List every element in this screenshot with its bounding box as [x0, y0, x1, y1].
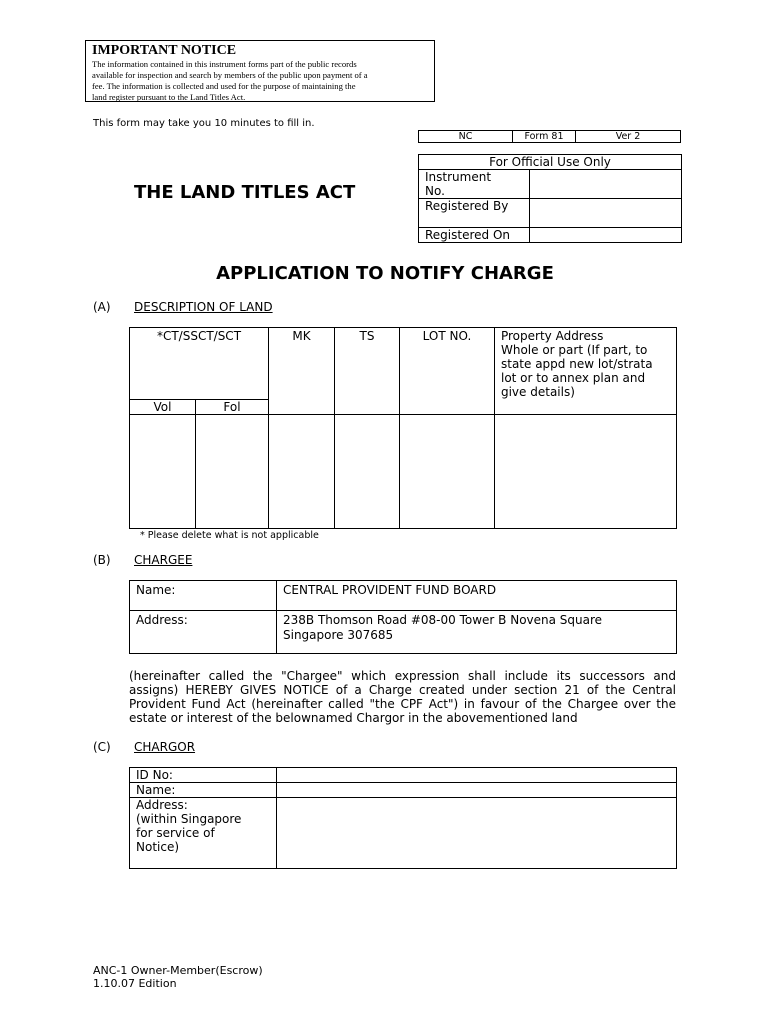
chargor-address-line-1: Address:	[136, 798, 188, 812]
col-address-line-1: Property Address	[500, 329, 604, 343]
notice-paragraph: (hereinafter called the "Chargee" which expression shall include its successors and assigns) HEREBY GIVES NOTICE of a Charge created under section 21 of the Central Provident Fund Act (hereinafter called "the CPF Act") in favour of the Chargee over the estate or interest of the belownamed Chargor in the abovementioned land	[129, 669, 676, 725]
chargee-name-value: CENTRAL PROVIDENT FUND BOARD	[277, 581, 677, 611]
chargor-address-field[interactable]	[277, 798, 677, 869]
chargee-table	[129, 580, 677, 654]
important-notice	[85, 40, 435, 102]
section-a-title: DESCRIPTION OF LAND	[134, 300, 273, 314]
instrument-no-field[interactable]	[530, 170, 682, 199]
notice-line-1: The information contained in this instrument forms part of the public records	[92, 59, 357, 69]
section-c-title: CHARGOR	[134, 740, 196, 754]
notice-heading: IMPORTANT NOTICE	[92, 43, 237, 58]
col-address-line-5: give details)	[500, 385, 575, 399]
section-c-marker: (C)	[93, 740, 111, 754]
form-header-table	[418, 130, 681, 143]
instrument-no-label-line-1: Instrument	[425, 170, 492, 184]
official-use-title: For Official Use Only	[419, 155, 682, 170]
notice-line-2: available for inspection and search by members of the public upon payment of a	[92, 70, 368, 80]
lot-no-field[interactable]	[399, 415, 494, 529]
col-ct-header: *CT/SSCT/SCT	[130, 328, 269, 400]
footer-line-2: 1.10.07 Edition	[93, 977, 177, 990]
fol-field[interactable]	[196, 415, 269, 529]
col-address-line-2: Whole or part (If part, to	[500, 343, 648, 357]
notice-line-4: land register pursuant to the Land Titles Act.	[92, 92, 246, 102]
chargor-id-label: ID No:	[130, 768, 277, 783]
chargor-address-line-4: Notice)	[136, 840, 180, 854]
col-fol-header: Fol	[196, 400, 269, 415]
form-version: Ver 2	[576, 131, 681, 143]
chargor-name-field[interactable]	[277, 783, 677, 798]
section-b-title: CHARGEE	[134, 553, 193, 567]
col-address-header	[494, 328, 676, 415]
notice-line-3: fee. The information is collected and used for the purpose of maintaining the	[92, 81, 356, 91]
form-nc: NC	[419, 131, 513, 143]
official-use-table	[418, 154, 682, 243]
vol-field[interactable]	[130, 415, 196, 529]
col-lot-header: LOT NO.	[399, 328, 494, 415]
chargor-address-line-2: (within Singapore	[136, 812, 242, 826]
col-ts-header: TS	[334, 328, 399, 415]
form-number: Form 81	[513, 131, 576, 143]
col-address-line-4: lot or to annex plan and	[500, 371, 646, 385]
delete-footnote: * Please delete what is not applicable	[140, 530, 319, 541]
registered-on-label: Registered On	[419, 228, 530, 243]
land-description-table	[129, 327, 677, 529]
property-address-field[interactable]	[494, 415, 676, 529]
chargee-address-value	[277, 611, 677, 654]
chargor-name-label: Name:	[130, 783, 277, 798]
instrument-no-label	[419, 170, 530, 199]
chargee-name-label: Name:	[130, 581, 277, 611]
act-title: THE LAND TITLES ACT	[134, 182, 356, 203]
col-vol-header: Vol	[130, 400, 196, 415]
col-address-line-3: state appd new lot/strata	[500, 357, 653, 371]
section-a-marker: (A)	[93, 300, 111, 314]
section-b-marker: (B)	[93, 553, 111, 567]
chargee-address-line-2: Singapore 307685	[283, 628, 394, 642]
footer-line-1: ANC-1 Owner-Member(Escrow)	[93, 964, 263, 977]
chargor-id-field[interactable]	[277, 768, 677, 783]
registered-by-label: Registered By	[419, 199, 530, 228]
form-title: APPLICATION TO NOTIFY CHARGE	[216, 263, 554, 284]
fill-time-note: This form may take you 10 minutes to fill in.	[93, 118, 315, 129]
chargee-address-line-1: 238B Thomson Road #08-00 Tower B Novena Square	[283, 613, 603, 627]
ts-field[interactable]	[334, 415, 399, 529]
registered-by-field[interactable]	[530, 199, 682, 228]
registered-on-field[interactable]	[530, 228, 682, 243]
chargee-address-label: Address:	[130, 611, 277, 654]
chargor-address-label	[130, 798, 277, 869]
form-footer	[93, 964, 263, 990]
mk-field[interactable]	[268, 415, 334, 529]
chargor-table	[129, 767, 677, 869]
chargor-address-line-3: for service of	[136, 826, 215, 840]
col-mk-header: MK	[268, 328, 334, 415]
instrument-no-label-line-2: No.	[425, 184, 445, 198]
